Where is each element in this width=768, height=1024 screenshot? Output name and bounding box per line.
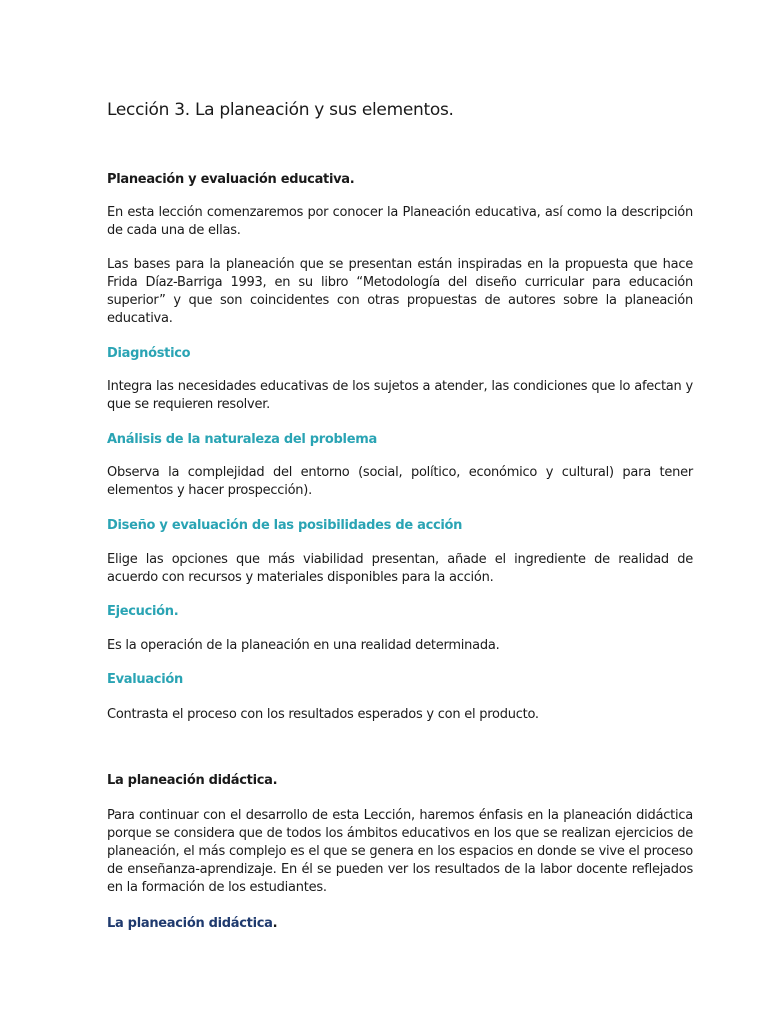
- section-heading-planeacion-evaluacion: Planeación y evaluación educativa.: [107, 172, 355, 187]
- stage-heading-ejecucion: Ejecución.: [107, 604, 179, 619]
- stage-heading-diseno: Diseño y evaluación de las posibilidades de acción: [107, 518, 463, 533]
- subheading-period: .: [272, 916, 278, 931]
- subheading-text: La planeación didáctica: [107, 916, 273, 931]
- stage-text-ejecucion: Es la operación de la planeación en una realidad determinada.: [107, 638, 500, 653]
- lesson-number: Lección 3: [107, 100, 185, 120]
- stage-text-diagnostico: Integra las necesidades educativas de los sujetos a atender, las condiciones que lo afectan y que se requieren resolver.: [107, 379, 693, 412]
- stage-text-analisis: Observa la complejidad del entorno (social, político, económico y cultural) para tener elementos y hacer prospección).: [107, 465, 693, 498]
- subheading-planeacion-didactica: [107, 915, 277, 933]
- stage-heading-evaluacion: Evaluación: [107, 672, 183, 687]
- stage-heading-analisis: Análisis de la naturaleza del problema: [107, 432, 377, 447]
- bases-paragraph: Las bases para la planeación que se presentan están inspiradas en la propuesta que hace Frida Díaz-Barriga 1993, en su libro “Metodología del diseño curricular para educación superior” y que son coincidentes con otras propuestas de autores sobre la planeación educativa.: [107, 257, 693, 326]
- stage-text-evaluacion: Contrasta el proceso con los resultados esperados y con el producto.: [107, 707, 539, 722]
- intro-paragraph: En esta lección comenzaremos por conocer la Planeación educativa, así como la descripción de cada una de ellas.: [107, 205, 693, 238]
- lesson-title-text: . La planeación y sus elementos.: [184, 100, 454, 120]
- lesson-title: [107, 98, 454, 122]
- didactica-paragraph: Para continuar con el desarrollo de esta Lección, haremos énfasis en la planeación didáctica porque se considera que de todos los ámbitos educativos en los que se realizan ejercicios de planeación, el más complejo es el que se genera en los espacios en donde se vive el proceso de enseñanza-aprendizaje. En él se pueden ver los resultados de la labor docente reflejados en la formación de los estudiantes.: [107, 808, 693, 895]
- section-heading-planeacion-didactica: La planeación didáctica.: [107, 773, 278, 788]
- stage-text-diseno: Elige las opciones que más viabilidad presentan, añade el ingrediente de realidad de acuerdo con recursos y materiales disponibles para la acción.: [107, 552, 693, 585]
- stage-heading-diagnostico: Diagnóstico: [107, 346, 191, 361]
